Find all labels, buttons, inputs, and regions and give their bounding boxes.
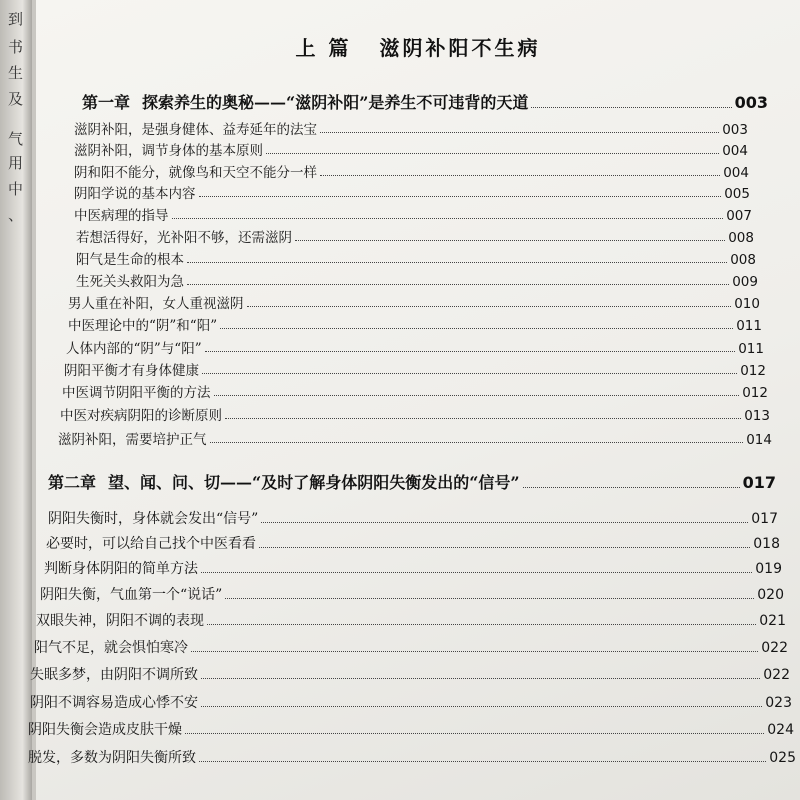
toc-entry: [34, 637, 788, 657]
page-number: 009: [732, 274, 758, 290]
toc-entry: [74, 118, 748, 138]
entry-title: 阴阳失衡会造成皮肤干燥: [28, 722, 182, 738]
dot-leader: [187, 253, 727, 263]
entry-title: 阴阳平衡才有身体健康: [64, 363, 199, 379]
edge-char: 、: [8, 206, 24, 224]
entry-title: 滋阴补阳，需要培护正气: [58, 432, 207, 448]
entry-title: 中医理论中的“阴”和“阳”: [68, 318, 218, 334]
page-number: 023: [765, 695, 792, 711]
chapter-label: 第二章: [48, 473, 97, 492]
page-number: 022: [761, 640, 788, 656]
dot-leader: [210, 433, 744, 443]
entry-title: 双眼失神，阴阳不调的表现: [36, 613, 204, 629]
page-number: 004: [722, 143, 748, 159]
page-number: 021: [759, 613, 786, 629]
part-label: 上 篇: [295, 36, 352, 60]
page-number: 005: [724, 186, 750, 202]
dot-leader: [261, 513, 748, 524]
dot-leader: [185, 724, 764, 735]
page-number: 012: [742, 385, 768, 401]
dot-leader: [201, 563, 752, 574]
dot-leader: [199, 187, 722, 197]
dot-leader: [191, 642, 758, 653]
toc-entry: [74, 204, 752, 224]
page-number: 008: [730, 252, 756, 268]
edge-char: 气: [8, 130, 24, 148]
entry-title: 中医对疾病阴阳的诊断原则: [60, 408, 222, 424]
page-number: 017: [742, 473, 776, 492]
page-number: 007: [726, 208, 752, 224]
entry-title: 阳气不足，就会惧怕寒冷: [34, 640, 188, 656]
page-number: 025: [769, 750, 796, 766]
dot-leader: [295, 231, 725, 241]
dot-leader: [320, 166, 720, 176]
page-number: 022: [763, 667, 790, 683]
toc-entry: [44, 558, 782, 578]
entry-title: 滋阴补阳，调节身体的基本原则: [74, 143, 263, 159]
entry-title: 失眠多梦，由阴阳不调所致: [30, 667, 198, 683]
page-number: 014: [746, 432, 772, 448]
dot-leader: [247, 297, 732, 307]
entry-title: 必要时，可以给自己找个中医看看: [46, 536, 256, 552]
page-number: 019: [755, 561, 782, 577]
page-number: 011: [738, 341, 764, 357]
dot-leader: [199, 752, 766, 763]
edge-char: 用: [8, 154, 24, 172]
dot-leader: [220, 319, 733, 329]
edge-char: 及: [8, 90, 24, 108]
chapter-label: 第一章: [82, 93, 131, 112]
dot-leader: [172, 209, 724, 219]
chapter-heading: [82, 90, 768, 113]
toc-entry: [28, 719, 794, 739]
chapter-title: 望、闻、问、切——“及时了解身体阴阳失衡发出的“信号”: [108, 473, 520, 492]
toc-entry: [30, 692, 792, 712]
toc-entry: [62, 381, 768, 401]
chapter-heading: [48, 470, 776, 493]
toc-entry: [46, 533, 780, 553]
dot-leader: [523, 475, 740, 487]
entry-title: 阴阳失衡时，身体就会发出“信号”: [48, 511, 259, 527]
toc-entry: [48, 508, 778, 528]
page-number: 003: [722, 122, 748, 138]
edge-char: 生: [8, 64, 24, 82]
entry-title: 判断身体阴阳的简单方法: [44, 561, 198, 577]
toc-entry: [74, 161, 749, 181]
entry-title: 滋阴补阳，是强身健体、益寿延年的法宝: [74, 122, 317, 138]
dot-leader: [205, 342, 736, 352]
entry-title: 若想活得好，光补阳不够，还需滋阴: [76, 230, 292, 246]
toc-entry: [28, 747, 796, 767]
edge-char: 中: [8, 180, 24, 198]
entry-title: 阳气是生命的根本: [76, 252, 184, 268]
entry-title: 人体内部的“阴”与“阳”: [66, 341, 202, 357]
dot-leader: [259, 538, 750, 549]
toc-entry: [64, 359, 766, 379]
adjacent-page-edge: [0, 0, 32, 800]
toc-entry: [30, 664, 790, 684]
dot-leader: [201, 669, 760, 680]
toc-entry: [40, 584, 784, 604]
page-number: 017: [751, 511, 778, 527]
dot-leader: [207, 615, 756, 626]
entry-title: 阴阳学说的基本内容: [74, 186, 196, 202]
toc-entry: [76, 226, 754, 246]
dot-leader: [225, 589, 754, 600]
toc-entry: [36, 610, 786, 630]
chapter-title: 探索养生的奥秘——“滋阴补阳”是养生不可违背的天道: [142, 93, 529, 112]
book-page: [28, 0, 800, 800]
entry-title: 阴和阳不能分，就像鸟和天空不能分一样: [74, 165, 317, 181]
toc-entry: [76, 270, 758, 290]
dot-leader: [202, 364, 737, 374]
toc-entry: [68, 292, 760, 312]
toc-entry: [74, 139, 748, 159]
part-name: 滋阴补阳不生病: [379, 36, 541, 60]
entry-title: 阴阳失衡，气血第一个“说话”: [40, 587, 223, 603]
dot-leader: [266, 144, 719, 154]
toc-entry: [66, 337, 764, 357]
dot-leader: [225, 409, 741, 419]
page-number: 004: [723, 165, 749, 181]
page-number: 024: [767, 722, 794, 738]
page-number: 020: [757, 587, 784, 603]
entry-title: 中医病理的指导: [74, 208, 169, 224]
page-number: 011: [736, 318, 762, 334]
toc-entry: [68, 314, 762, 334]
toc-entry: [76, 248, 756, 268]
edge-char: 书: [8, 38, 24, 56]
entry-title: 脱发，多数为阴阳失衡所致: [28, 750, 196, 766]
page-number: 013: [744, 408, 770, 424]
entry-title: 男人重在补阳，女人重视滋阴: [68, 296, 244, 312]
entry-title: 阴阳不调容易造成心悸不安: [30, 695, 198, 711]
entry-title: 生死关头救阳为急: [76, 274, 184, 290]
toc-entry: [60, 404, 770, 424]
dot-leader: [531, 95, 731, 107]
toc-entry: [58, 428, 772, 448]
toc-entry: [74, 182, 750, 202]
dot-leader: [320, 123, 719, 133]
dot-leader: [201, 697, 762, 708]
edge-char: 到: [8, 10, 24, 28]
entry-title: 中医调节阴阳平衡的方法: [62, 385, 211, 401]
page-number: 003: [734, 93, 768, 112]
dot-leader: [214, 386, 740, 396]
part-title: [36, 32, 800, 61]
page-number: 010: [734, 296, 760, 312]
dot-leader: [187, 275, 729, 285]
page-number: 012: [740, 363, 766, 379]
page-number: 008: [728, 230, 754, 246]
page-number: 018: [753, 536, 780, 552]
